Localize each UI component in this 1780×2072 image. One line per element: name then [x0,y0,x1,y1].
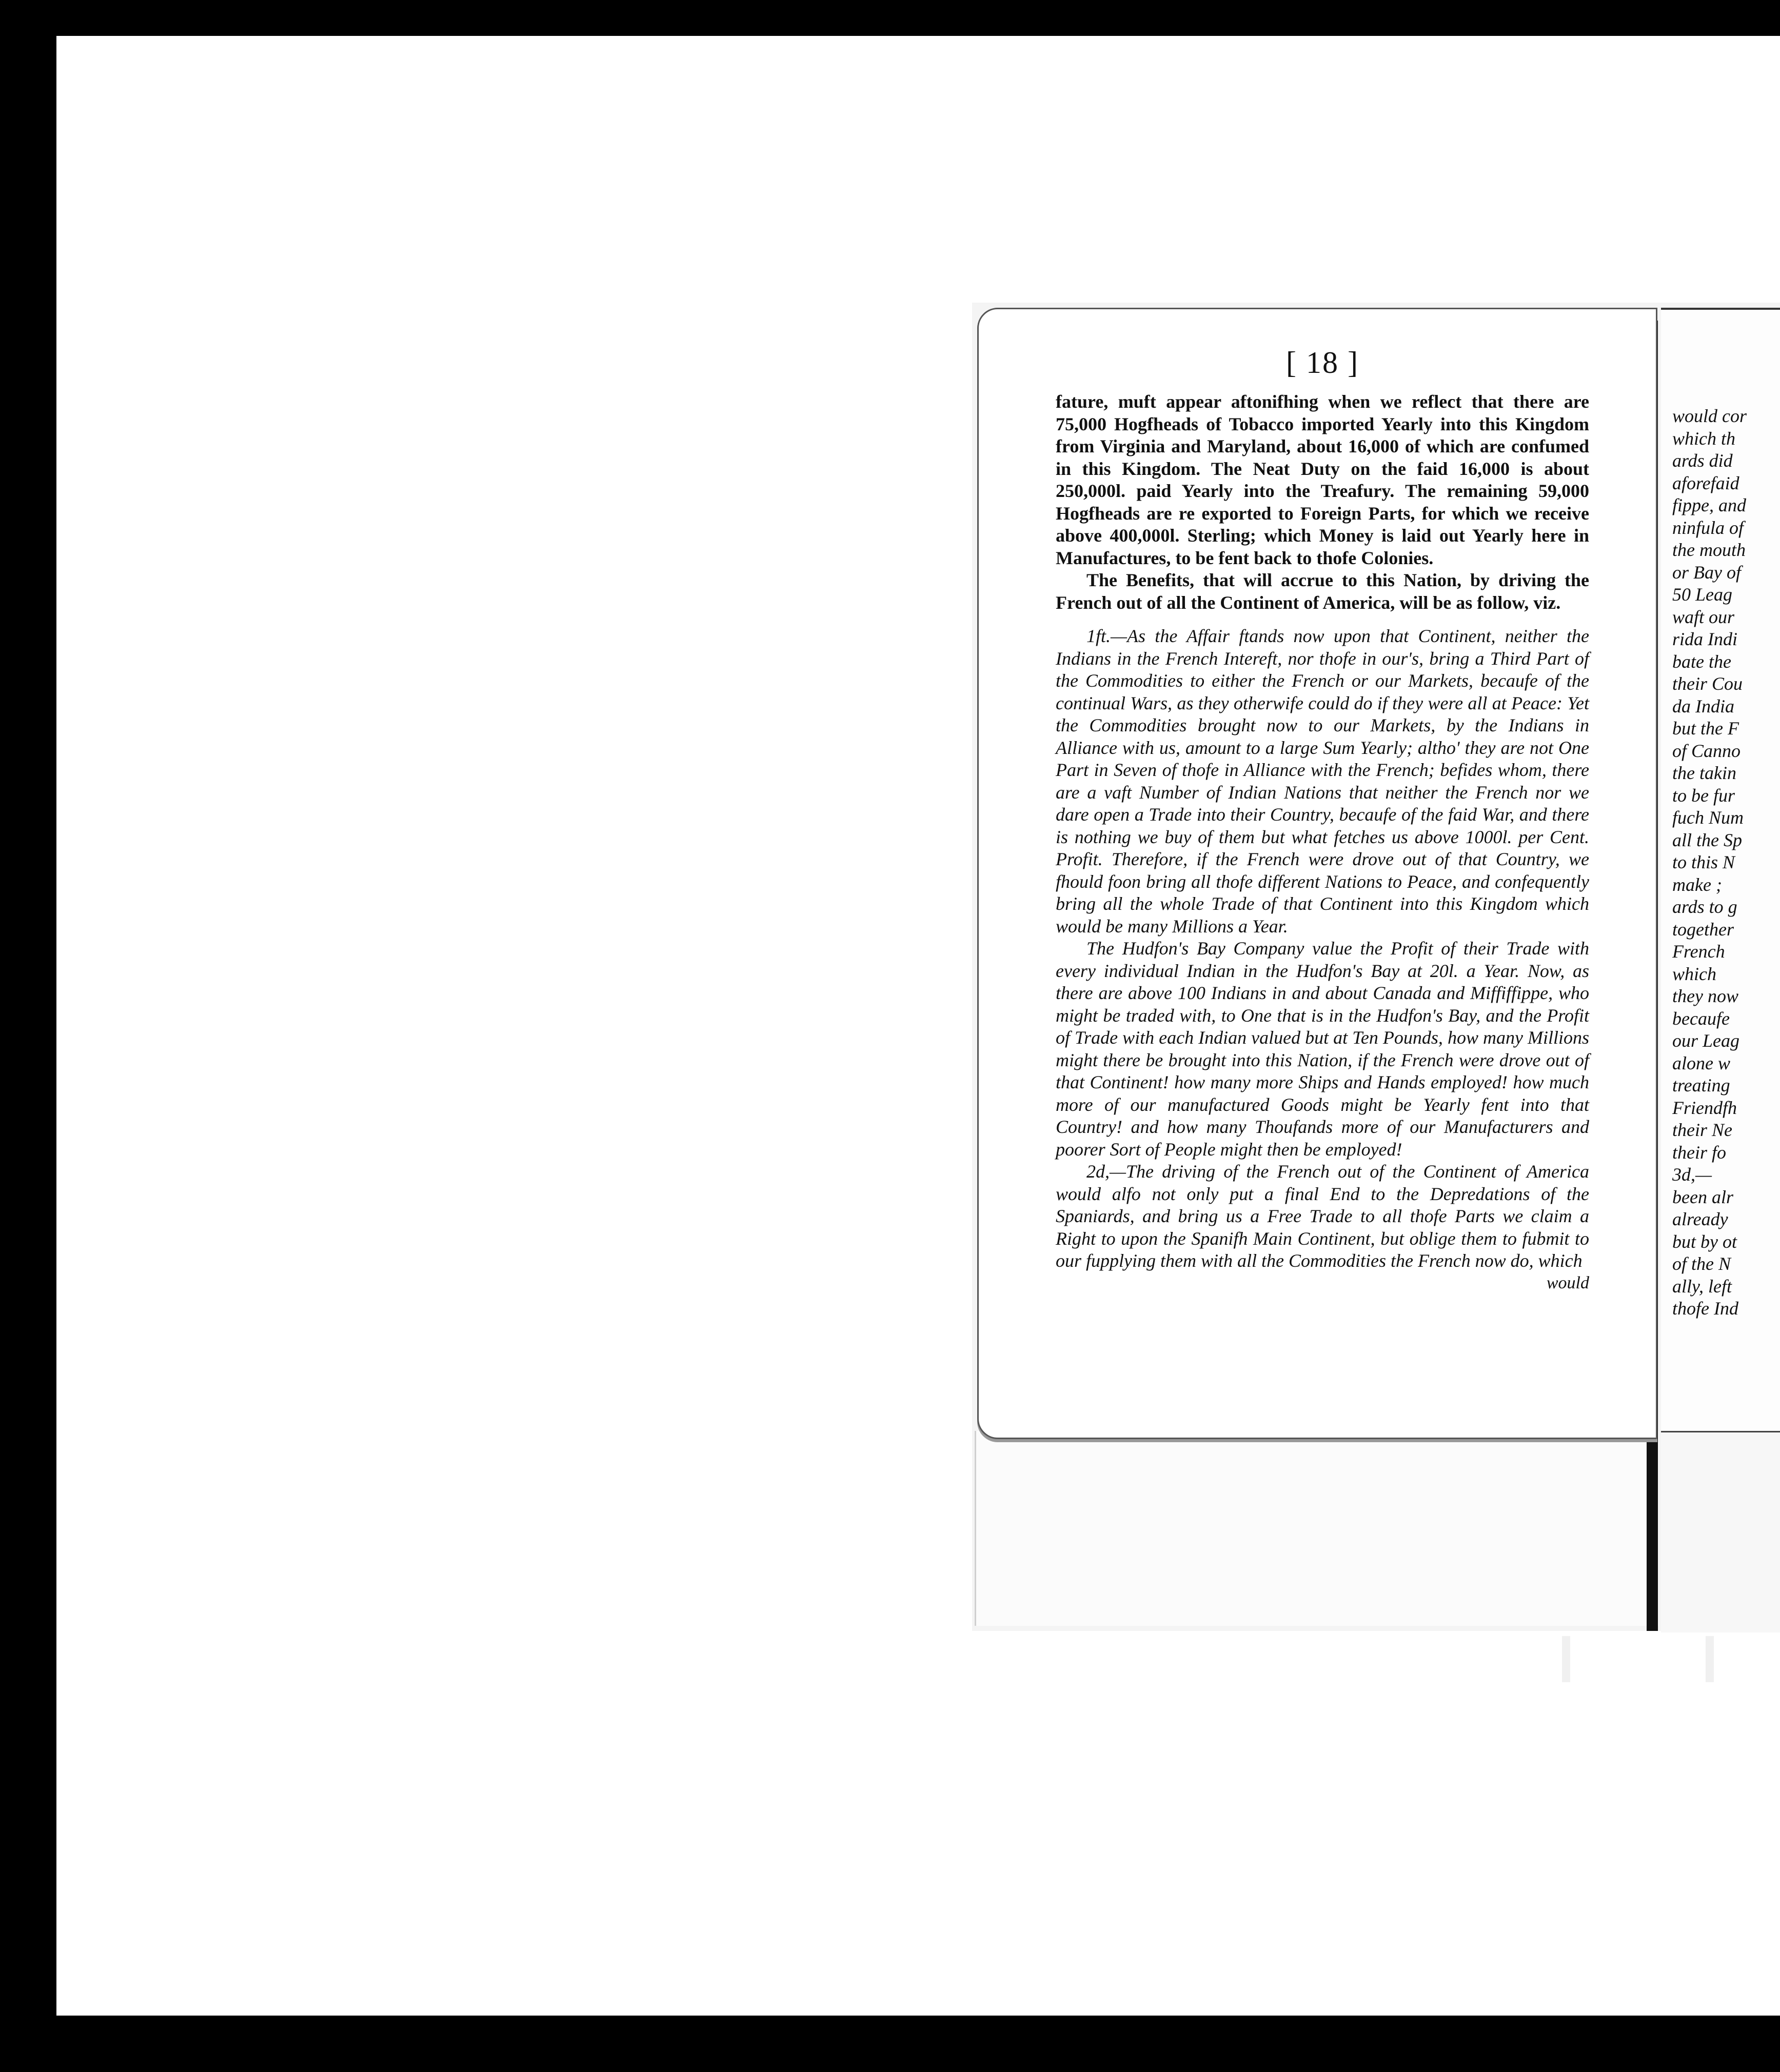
page-text-block [1056,345,1589,1293]
facing-line: our Leag [1672,1030,1740,1051]
page-edge-mark [1562,1636,1570,1682]
paragraph-benefits-intro: The Benefits, that will accrue to this Nation, by driving the French out of all the Continent of America, will be as follow, viz. [1056,570,1589,613]
facing-line: 3d,— [1672,1164,1712,1185]
page-number-header: [ 18 ] [1286,346,1359,380]
facing-line: but the F [1672,718,1739,739]
facing-line: would cor [1672,406,1747,426]
facing-line: alone w [1672,1052,1730,1073]
facing-line: of Canno [1672,740,1741,761]
facing-line: ninfula of [1672,517,1744,538]
facing-page-text [1672,405,1780,1320]
facing-line: their Ne [1672,1120,1732,1140]
facing-line: or Bay of [1672,562,1741,583]
facing-line: thofe Ind [1672,1298,1738,1319]
paragraph-first-benefit: 1ft.—As the Affair ftands now upon that Continent, neither the Indians in the French Intereft, nor thofe in our's, bring a Third Part of the Commodities to either the French or our Markets, becaufe of the continual Wars, as they otherwife could do if they were all at Peace: Yet the Commodities brought now to our Markets, by the Indians in Alliance with us, amount to a large Sum Yearly; altho' they are not One Part in Seven of thofe in Alliance with the French; befides whom, there are a vaft Number of Indian Nations that neither the French nor we dare open a Trade into their Country, becaufe of the faid War, and there is nothing we buy of them but what fetches us above 1000l. per Cent. Profit. Therefore, if the French were drove out of that Country, we fhould foon bring all thofe different Nations to Peace, and confequently bring all the whole Trade of that Continent into this Kingdom which would be many Millions a Year. [1056,626,1589,937]
facing-line: ards to g [1672,896,1737,917]
facing-line: all the Sp [1672,829,1742,850]
paragraph-hudsons-bay: The Hudfon's Bay Company value the Profit of their Trade with every individual Indian in the Hudfon's Bay at 20l. a Year. Now, as there are above 100 Indians in and about Canada and Miffiffippe, who might be traded with, to One that is in the Hudfon's Bay, and the Profit of Trade with each Indian valued but at Ten Pounds, how many Millions might there be brought into this Nation, if the French were drove out of that Continent! how many more Ships and Hands employed! how much more of our manufactured Goods might be Yearly fent into that Country! and how many Thoufands more of our Manufacturers and poorer Sort of People might then be employed! [1056,938,1589,1160]
facing-line: to be fur [1672,785,1735,806]
facing-line: been alr [1672,1186,1733,1207]
page-stack-edge [975,1431,1658,1626]
facing-line: which th [1672,428,1735,449]
facing-line: the takin [1672,763,1736,783]
facing-line: treating [1672,1075,1730,1095]
facing-line: fippe, and [1672,495,1746,515]
facing-line: their fo [1672,1142,1726,1163]
facing-line: 50 Leag [1672,584,1732,605]
facing-page-edge [1661,1431,1780,1632]
facing-line: but by ot [1672,1231,1737,1252]
catchword: would [1546,1273,1589,1292]
facing-line: Friendfh [1672,1097,1737,1118]
facing-line: they now [1672,986,1738,1006]
facing-line: aforefaid [1672,472,1739,493]
facing-line: already [1672,1209,1728,1229]
paragraph-second-benefit: 2d,—The driving of the French out of the Continent of America would alfo not only put a final End to the Depredations of the Spaniards, and bring us a Free Trade to all thofe Parts we claim a Right to upon the Spanifh Main Continent, but oblige them to fubmit to our fupplying them with all the Commodities the French now do, which [1056,1161,1589,1271]
facing-line: ally, left [1672,1276,1732,1297]
left-page [977,308,1657,1439]
facing-line: to this N [1672,852,1735,872]
facing-line: together [1672,919,1734,940]
paragraph-tobacco: fature, muft appear aftonifhing when we reflect that there are 75,000 Hogfheads of Tobacco imported Yearly into this Kingdom from Virginia and Maryland, about 16,000 of which are confumed in this Kingdom. The Neat Duty on the faid 16,000 is about 250,000l. paid Yearly into the Treafury. The remaining 59,000 Hogfheads are re exported to Foreign Parts, for which we receive above 400,000l. Sterling; which Money is laid out Yearly here in Manufactures, to be fent back to thofe Colonies. [1056,391,1589,568]
facing-line: the mouth [1672,540,1746,560]
facing-line: rida Indi [1672,629,1738,649]
facing-line: which [1672,963,1716,984]
facing-line: fuch Num [1672,807,1744,828]
facing-line: becaufe [1672,1008,1730,1029]
page-edge-mark [1706,1636,1714,1682]
facing-line: ards did [1672,450,1733,471]
facing-line: make ; [1672,874,1722,895]
facing-line: waft our [1672,606,1735,627]
facing-line: of the N [1672,1253,1731,1274]
facing-line: their Cou [1672,673,1743,694]
facing-line: bate the [1672,651,1731,672]
facing-line: da India [1672,695,1734,716]
facing-line: French [1672,941,1725,962]
